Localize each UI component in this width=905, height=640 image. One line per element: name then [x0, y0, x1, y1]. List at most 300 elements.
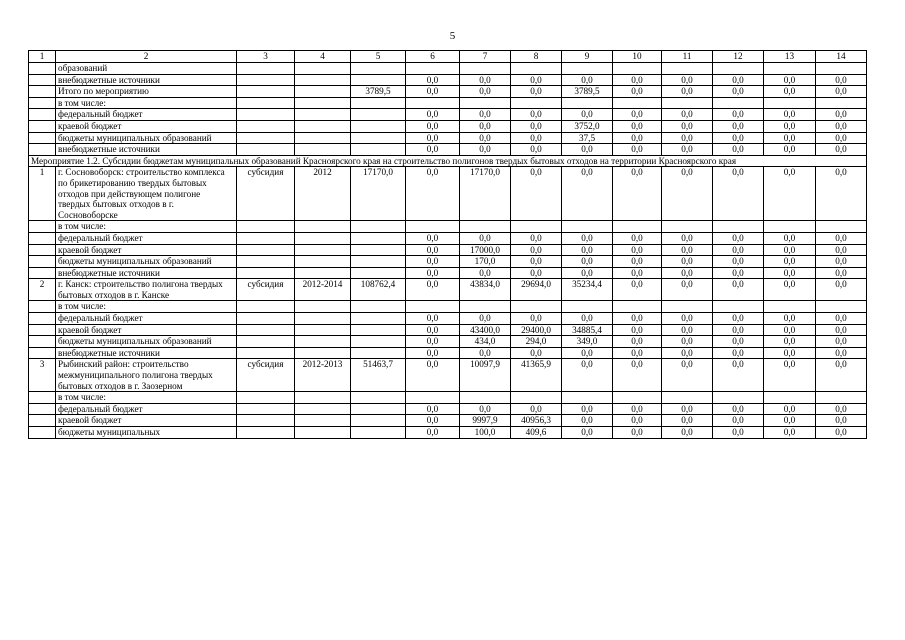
table-cell: 0,0 [764, 74, 816, 86]
table-cell: 0,0 [816, 120, 867, 132]
table-cell: 0,0 [613, 347, 662, 359]
table-cell [29, 336, 56, 348]
table-cell: 0,0 [662, 120, 713, 132]
table-cell: 0,0 [662, 313, 713, 325]
table-cell: 0,0 [406, 359, 460, 392]
table-cell: 0,0 [764, 324, 816, 336]
table-cell: 0,0 [511, 86, 562, 98]
table-cell: 0,0 [662, 232, 713, 244]
table-cell: субсидия [237, 359, 295, 392]
row-label: краевой бюджет [56, 324, 237, 336]
table-cell: 0,0 [562, 167, 613, 221]
table-cell: 0,0 [460, 120, 511, 132]
table-row [29, 279, 867, 301]
table-cell: 0,0 [613, 279, 662, 301]
table-cell: 434,0 [460, 336, 511, 348]
table-cell [295, 86, 351, 98]
table-cell: 0,0 [713, 336, 764, 348]
table-cell: 0,0 [764, 427, 816, 439]
table-cell [29, 324, 56, 336]
table-cell [237, 244, 295, 256]
table-row [29, 301, 867, 313]
table-cell: 40956,3 [511, 415, 562, 427]
table-cell [662, 392, 713, 404]
table-cell: 0,0 [662, 86, 713, 98]
table-cell: 0,0 [511, 144, 562, 156]
row-label: внебюджетные источники [56, 74, 237, 86]
table-cell [237, 232, 295, 244]
row-label: внебюджетные источники [56, 267, 237, 279]
table-cell: 0,0 [460, 109, 511, 121]
table-cell [613, 63, 662, 75]
table-cell [713, 301, 764, 313]
header-row [29, 51, 867, 63]
table-cell: 0,0 [460, 144, 511, 156]
table-cell: 0,0 [764, 336, 816, 348]
table-cell: 0,0 [816, 86, 867, 98]
table-cell: субсидия [237, 279, 295, 301]
table-cell: 2012-2013 [295, 359, 351, 392]
table-cell: 0,0 [816, 144, 867, 156]
table-cell: 0,0 [562, 347, 613, 359]
table-cell: 0,0 [406, 313, 460, 325]
table-cell [713, 97, 764, 109]
table-cell: 34885,4 [562, 324, 613, 336]
table-cell [237, 256, 295, 268]
table-cell [29, 144, 56, 156]
table-cell: 0,0 [460, 74, 511, 86]
table-cell: 0,0 [613, 167, 662, 221]
table-cell: 29400,0 [511, 324, 562, 336]
table-cell [29, 120, 56, 132]
table-cell: 0,0 [816, 167, 867, 221]
table-cell: 0,0 [613, 313, 662, 325]
table-cell [406, 392, 460, 404]
table-cell [237, 74, 295, 86]
table-cell: 0,0 [713, 86, 764, 98]
table-cell: 0,0 [562, 313, 613, 325]
table-cell: 0,0 [406, 109, 460, 121]
table-cell [764, 97, 816, 109]
table-cell [295, 324, 351, 336]
table-cell: 0,0 [511, 132, 562, 144]
table-cell: 0,0 [816, 132, 867, 144]
row-label: в том числе: [56, 301, 237, 313]
table-cell [295, 392, 351, 404]
table-cell: 0,0 [406, 132, 460, 144]
table-cell: 0,0 [662, 144, 713, 156]
row-label: Итого по мероприятию [56, 86, 237, 98]
table-cell [351, 347, 406, 359]
table-cell [351, 97, 406, 109]
table-cell [237, 313, 295, 325]
table-cell: 349,0 [562, 336, 613, 348]
table-cell [237, 427, 295, 439]
table-cell: 0,0 [816, 403, 867, 415]
row-label: федеральный бюджет [56, 232, 237, 244]
section-heading: Мероприятие 1.2. Субсидии бюджетам муниципальных образований Красноярского края на строительство полигонов твердых бытовых отходов на территории Красноярского края [29, 155, 867, 167]
table-cell: 0,0 [562, 427, 613, 439]
table-cell [351, 427, 406, 439]
table-row [29, 97, 867, 109]
table-cell: 0,0 [662, 267, 713, 279]
table-cell: 3789,5 [351, 86, 406, 98]
table-cell: 43400,0 [460, 324, 511, 336]
table-cell: 0,0 [713, 144, 764, 156]
table-cell: 0,0 [816, 256, 867, 268]
table-row [29, 63, 867, 75]
table-cell [295, 63, 351, 75]
table-cell: 0,0 [816, 279, 867, 301]
table-cell: 0,0 [764, 120, 816, 132]
table-cell [351, 74, 406, 86]
table-cell: 0,0 [511, 232, 562, 244]
table-cell: 0,0 [764, 144, 816, 156]
table-cell: 0,0 [562, 415, 613, 427]
table-cell: 0,0 [613, 86, 662, 98]
table-cell [511, 97, 562, 109]
table-cell: 2 [29, 279, 56, 301]
table-cell: 0,0 [713, 313, 764, 325]
table-cell [29, 267, 56, 279]
table-cell: 0,0 [511, 267, 562, 279]
table-cell: 1 [29, 167, 56, 221]
table-cell [764, 63, 816, 75]
table-cell: 0,0 [406, 403, 460, 415]
row-label: внебюджетные источники [56, 347, 237, 359]
table-cell [351, 301, 406, 313]
table-cell [816, 63, 867, 75]
row-label: г. Сосновоборск: строительство комплекса по брикетированию твердых бытовых отходов при действующем полигоне твердых бытовых отходов в г. Сосновоборске [56, 167, 237, 221]
table-row [29, 336, 867, 348]
table-cell: субсидия [237, 167, 295, 221]
table-cell: 0,0 [406, 232, 460, 244]
header-cell: 7 [460, 51, 511, 63]
table-cell: 0,0 [713, 132, 764, 144]
table-cell [237, 347, 295, 359]
table-cell: 51463,7 [351, 359, 406, 392]
table-cell [406, 221, 460, 233]
table-row [29, 427, 867, 439]
table-cell [29, 313, 56, 325]
table-cell: 0,0 [662, 256, 713, 268]
table-cell [29, 301, 56, 313]
table-cell: 0,0 [511, 256, 562, 268]
table-row [29, 324, 867, 336]
table-cell [351, 63, 406, 75]
table-cell: 0,0 [562, 74, 613, 86]
table-cell [237, 109, 295, 121]
header-cell: 5 [351, 51, 406, 63]
table-cell [29, 392, 56, 404]
table-cell [351, 267, 406, 279]
table-cell: 0,0 [406, 415, 460, 427]
table-cell [562, 63, 613, 75]
table-cell [816, 392, 867, 404]
table-cell: 0,0 [562, 232, 613, 244]
table-cell [237, 324, 295, 336]
table-cell: 100,0 [460, 427, 511, 439]
table-cell: 0,0 [764, 313, 816, 325]
table-cell [295, 267, 351, 279]
table-cell: 0,0 [562, 256, 613, 268]
table-cell: 0,0 [460, 347, 511, 359]
table-cell: 0,0 [662, 74, 713, 86]
table-cell [237, 301, 295, 313]
table-cell [29, 232, 56, 244]
row-label: Рыбинский район: строительство межмуниципального полигона твердых бытовых отходов в г. Заозерном [56, 359, 237, 392]
table-cell: 0,0 [713, 279, 764, 301]
table-cell [351, 336, 406, 348]
table-row [29, 167, 867, 221]
row-label: бюджеты муниципальных образований [56, 256, 237, 268]
table-cell: 0,0 [511, 109, 562, 121]
table-cell [295, 221, 351, 233]
table-cell: 0,0 [406, 279, 460, 301]
table-cell: 0,0 [662, 132, 713, 144]
table-cell [662, 63, 713, 75]
header-cell: 1 [29, 51, 56, 63]
row-label: федеральный бюджет [56, 109, 237, 121]
table-cell [237, 415, 295, 427]
table-cell [613, 301, 662, 313]
table-cell: 0,0 [713, 256, 764, 268]
table-cell: 0,0 [613, 403, 662, 415]
table-cell: 0,0 [816, 415, 867, 427]
header-cell: 14 [816, 51, 867, 63]
table-cell [816, 301, 867, 313]
table-cell [237, 63, 295, 75]
row-label: бюджеты муниципальных [56, 427, 237, 439]
table-cell: 2012 [295, 167, 351, 221]
table-cell: 0,0 [613, 109, 662, 121]
header-cell: 9 [562, 51, 613, 63]
table-cell: 0,0 [613, 74, 662, 86]
table-cell [351, 109, 406, 121]
table-cell: 0,0 [764, 415, 816, 427]
table-cell [460, 301, 511, 313]
table-cell [237, 86, 295, 98]
row-label: внебюджетные источники [56, 144, 237, 156]
table-cell: 0,0 [613, 244, 662, 256]
table-cell [351, 221, 406, 233]
table-cell [351, 132, 406, 144]
table-cell [351, 415, 406, 427]
table-cell: 0,0 [613, 324, 662, 336]
page-number: 5 [449, 30, 456, 42]
table-cell: 0,0 [460, 232, 511, 244]
table-cell [29, 415, 56, 427]
row-label: краевой бюджет [56, 120, 237, 132]
table-cell: 0,0 [816, 244, 867, 256]
table-cell [29, 221, 56, 233]
table-cell: 0,0 [562, 267, 613, 279]
table-cell [29, 132, 56, 144]
table-cell [29, 74, 56, 86]
table-cell: 0,0 [764, 347, 816, 359]
table-cell [562, 97, 613, 109]
table-cell: 0,0 [662, 336, 713, 348]
table-cell [460, 97, 511, 109]
table-row [29, 232, 867, 244]
table-cell [460, 63, 511, 75]
table-cell: 0,0 [662, 347, 713, 359]
table-cell: 0,0 [511, 167, 562, 221]
header-cell: 8 [511, 51, 562, 63]
table-cell: 0,0 [406, 267, 460, 279]
table-cell [295, 120, 351, 132]
table-cell: 0,0 [662, 324, 713, 336]
table-cell: 0,0 [662, 109, 713, 121]
table-cell: 0,0 [511, 403, 562, 415]
table-cell: 0,0 [713, 232, 764, 244]
table-cell [237, 120, 295, 132]
table-cell: 170,0 [460, 256, 511, 268]
table-cell [29, 97, 56, 109]
table-cell: 0,0 [406, 347, 460, 359]
table-cell [237, 336, 295, 348]
table-cell [351, 256, 406, 268]
header-cell: 10 [613, 51, 662, 63]
table-cell: 0,0 [713, 244, 764, 256]
table-cell [295, 313, 351, 325]
table-cell: 0,0 [613, 415, 662, 427]
table-row [29, 359, 867, 392]
table-cell [29, 256, 56, 268]
section-heading-row [29, 155, 867, 167]
table-cell [351, 403, 406, 415]
table-cell [613, 97, 662, 109]
table-cell [295, 132, 351, 144]
table-cell [511, 63, 562, 75]
table-cell: 0,0 [764, 232, 816, 244]
table-cell: 0,0 [406, 86, 460, 98]
table-cell [237, 221, 295, 233]
table-cell: 0,0 [713, 427, 764, 439]
header-cell: 11 [662, 51, 713, 63]
table-cell: 37,5 [562, 132, 613, 144]
table-cell: 0,0 [460, 86, 511, 98]
table-cell: 0,0 [713, 167, 764, 221]
table-cell: 0,0 [713, 359, 764, 392]
table-cell [295, 144, 351, 156]
row-label: бюджеты муниципальных образований [56, 132, 237, 144]
table-cell [351, 392, 406, 404]
table-cell: 0,0 [511, 74, 562, 86]
table-cell [237, 97, 295, 109]
table-cell: 0,0 [816, 267, 867, 279]
table-cell: 0,0 [406, 324, 460, 336]
table-cell: 0,0 [764, 256, 816, 268]
table-cell [562, 392, 613, 404]
table-cell: 10097,9 [460, 359, 511, 392]
table-cell: 0,0 [511, 313, 562, 325]
table-cell [662, 221, 713, 233]
table-cell: 0,0 [613, 267, 662, 279]
table-cell: 17170,0 [460, 167, 511, 221]
table-cell: 0,0 [406, 120, 460, 132]
table-cell: 0,0 [662, 279, 713, 301]
row-label: бюджеты муниципальных образований [56, 336, 237, 348]
table-cell [29, 427, 56, 439]
table-cell: 0,0 [764, 132, 816, 144]
table-cell [29, 109, 56, 121]
table-cell: 0,0 [764, 403, 816, 415]
table-cell: 0,0 [764, 267, 816, 279]
table-cell: 0,0 [511, 347, 562, 359]
table-cell [460, 392, 511, 404]
table-cell: 17170,0 [351, 167, 406, 221]
table-cell: 35234,4 [562, 279, 613, 301]
row-label: в том числе: [56, 392, 237, 404]
table-cell: 0,0 [713, 347, 764, 359]
table-cell [511, 221, 562, 233]
table-cell: 29694,0 [511, 279, 562, 301]
table-cell: 0,0 [764, 86, 816, 98]
table-cell: 0,0 [713, 415, 764, 427]
table-cell [613, 392, 662, 404]
row-label: федеральный бюджет [56, 313, 237, 325]
row-label: краевой бюджет [56, 415, 237, 427]
table-cell: 0,0 [562, 144, 613, 156]
table-cell [295, 415, 351, 427]
table-row [29, 313, 867, 325]
table-cell [351, 144, 406, 156]
header-cell: 13 [764, 51, 816, 63]
table-cell [295, 347, 351, 359]
table-row [29, 144, 867, 156]
table-row [29, 415, 867, 427]
table-cell: 0,0 [816, 74, 867, 86]
row-label: в том числе: [56, 97, 237, 109]
table-cell: 2012-2014 [295, 279, 351, 301]
table-row [29, 221, 867, 233]
table-cell: 0,0 [816, 336, 867, 348]
table-cell: 0,0 [816, 313, 867, 325]
table-cell: 0,0 [460, 267, 511, 279]
table-cell: 0,0 [713, 74, 764, 86]
table-cell: 409,6 [511, 427, 562, 439]
table-cell [29, 347, 56, 359]
row-label: краевой бюджет [56, 244, 237, 256]
header-cell: 4 [295, 51, 351, 63]
table-cell: 0,0 [613, 144, 662, 156]
table-cell [562, 221, 613, 233]
row-label: федеральный бюджет [56, 403, 237, 415]
table-cell: 17000,0 [460, 244, 511, 256]
budget-table [28, 50, 867, 439]
table-cell: 0,0 [713, 109, 764, 121]
table-cell: 0,0 [406, 336, 460, 348]
table-cell [237, 392, 295, 404]
row-label: в том числе: [56, 221, 237, 233]
table-cell: 3752,0 [562, 120, 613, 132]
table-cell [295, 97, 351, 109]
table-cell [29, 244, 56, 256]
table-cell [29, 403, 56, 415]
header-cell: 6 [406, 51, 460, 63]
table-cell [295, 74, 351, 86]
table-cell [406, 63, 460, 75]
table-row [29, 267, 867, 279]
table-row [29, 74, 867, 86]
table-cell [764, 221, 816, 233]
table-cell: 0,0 [406, 144, 460, 156]
table-cell: 9997,9 [460, 415, 511, 427]
table-cell [662, 301, 713, 313]
table-cell: 0,0 [562, 359, 613, 392]
table-cell: 3789,5 [562, 86, 613, 98]
